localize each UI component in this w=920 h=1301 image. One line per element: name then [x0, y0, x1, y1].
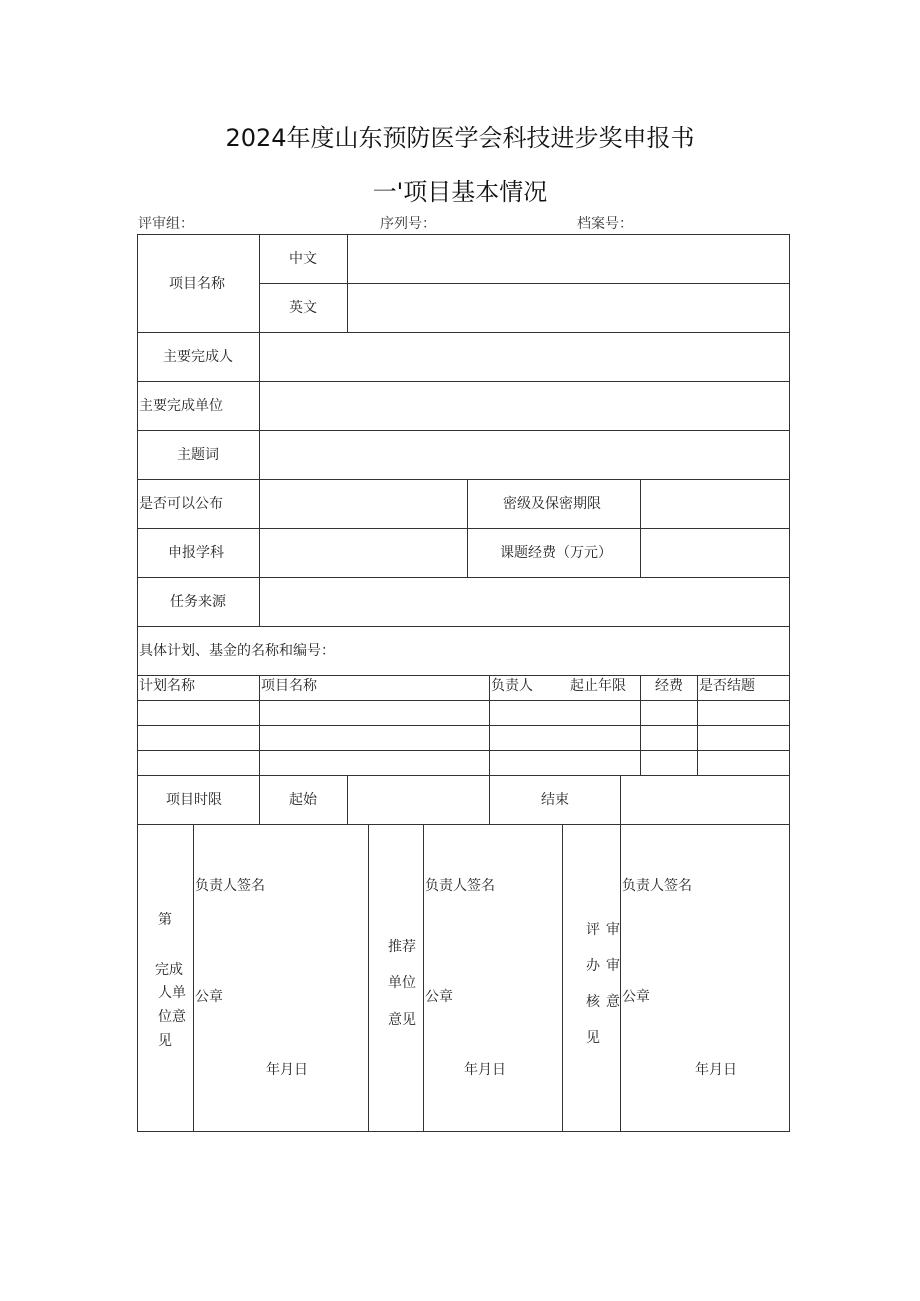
recommend-seal-label: 公章	[425, 989, 453, 1005]
review-opinion-char: 办	[586, 958, 600, 974]
col-divider	[368, 824, 369, 1131]
main-units-label: 主要完成单位	[139, 398, 223, 414]
plan-header-funding: 经费	[655, 678, 683, 694]
review-opinion-char: 审	[606, 922, 620, 938]
plan-header-period: 起止年限	[570, 678, 626, 694]
recommend-opinion-line: 单位	[388, 975, 416, 991]
plan-header-plan-name: 计划名称	[139, 678, 195, 694]
row-divider	[137, 626, 790, 627]
main-units-input[interactable]	[260, 382, 788, 429]
col-divider	[620, 824, 621, 1131]
first-unit-seal-label: 公章	[195, 989, 223, 1005]
project-name-chinese-input[interactable]	[348, 235, 788, 282]
document-title: 2024年度山东预防医学会科技进步奖申报书	[225, 124, 695, 152]
col-divider	[259, 775, 260, 824]
task-source-input[interactable]	[260, 578, 788, 625]
plan-header-leader: 负责人	[491, 678, 533, 694]
review-date-label: 年月日	[695, 1062, 737, 1078]
funding-label: 课题经费（万元）	[500, 545, 612, 561]
main-persons-input[interactable]	[260, 333, 788, 380]
recommend-opinion-line: 推荐	[388, 939, 416, 955]
period-end-input[interactable]	[621, 776, 788, 823]
period-end-label: 结束	[541, 792, 569, 808]
col-divider	[193, 824, 194, 1131]
col-divider	[697, 675, 698, 775]
first-unit-opinion-line: 第	[158, 912, 172, 928]
project-name-label: 项目名称	[169, 276, 225, 292]
keywords-label: 主题词	[177, 447, 219, 463]
review-opinion-char: 意	[606, 994, 620, 1010]
table-border-bottom	[137, 1131, 790, 1132]
review-sign-label: 负责人签名	[622, 878, 692, 894]
publishable-input[interactable]	[260, 480, 466, 527]
project-name-english-input[interactable]	[348, 284, 788, 331]
recommend-opinion-line: 意见	[388, 1012, 416, 1028]
row-divider	[137, 824, 790, 825]
funding-input[interactable]	[641, 529, 788, 576]
period-start-input[interactable]	[348, 776, 488, 823]
col-divider	[259, 675, 260, 775]
task-source-label: 任务来源	[170, 594, 226, 610]
review-seal-label: 公章	[622, 989, 650, 1005]
keywords-input[interactable]	[260, 431, 788, 478]
serial-number-field: 序列号：	[380, 216, 436, 232]
col-divider	[259, 234, 260, 332]
english-label: 英文	[289, 300, 317, 316]
col-divider	[640, 675, 641, 775]
chinese-label: 中文	[289, 251, 317, 267]
recommend-date-label: 年月日	[464, 1062, 506, 1078]
period-label: 项目时限	[166, 792, 222, 808]
plans-label: 具体计划、基金的名称和编号：	[139, 643, 335, 659]
discipline-input[interactable]	[260, 529, 466, 576]
col-divider	[489, 675, 490, 775]
row-divider	[137, 700, 790, 701]
first-unit-opinion-line: 位意	[158, 1009, 186, 1025]
col-divider	[562, 824, 563, 1131]
first-unit-opinion-line: 人单	[158, 985, 186, 1001]
review-opinion-char: 核	[586, 994, 600, 1010]
publishable-label: 是否可以公布	[139, 496, 223, 512]
plan-header-concluded: 是否结题	[699, 678, 755, 694]
discipline-label: 申报学科	[168, 545, 224, 561]
row-divider	[137, 675, 790, 676]
review-opinion-char: 评	[586, 922, 600, 938]
table-border-right	[789, 234, 790, 1132]
col-divider	[423, 824, 424, 1131]
first-unit-sign-label: 负责人签名	[195, 878, 265, 894]
review-group-field: 评审组：	[138, 216, 194, 232]
plan-header-project-name: 项目名称	[261, 678, 317, 694]
first-unit-date-label: 年月日	[266, 1062, 308, 1078]
row-divider	[137, 725, 790, 726]
secrecy-label: 密级及保密期限	[503, 496, 601, 512]
section-title: 一'项目基本情况	[372, 178, 548, 206]
table-border-left	[137, 234, 138, 1132]
file-number-field: 档案号：	[577, 216, 633, 232]
row-divider	[137, 750, 790, 751]
review-opinion-char: 审	[606, 958, 620, 974]
col-divider	[489, 775, 490, 824]
first-unit-opinion-line: 见	[158, 1033, 172, 1049]
recommend-sign-label: 负责人签名	[425, 878, 495, 894]
secrecy-input[interactable]	[641, 480, 788, 527]
main-persons-label: 主要完成人	[163, 349, 233, 365]
period-start-label: 起始	[289, 792, 317, 808]
col-divider	[467, 479, 468, 577]
review-opinion-char: 见	[586, 1030, 600, 1046]
first-unit-opinion-line: 完成	[155, 962, 183, 978]
